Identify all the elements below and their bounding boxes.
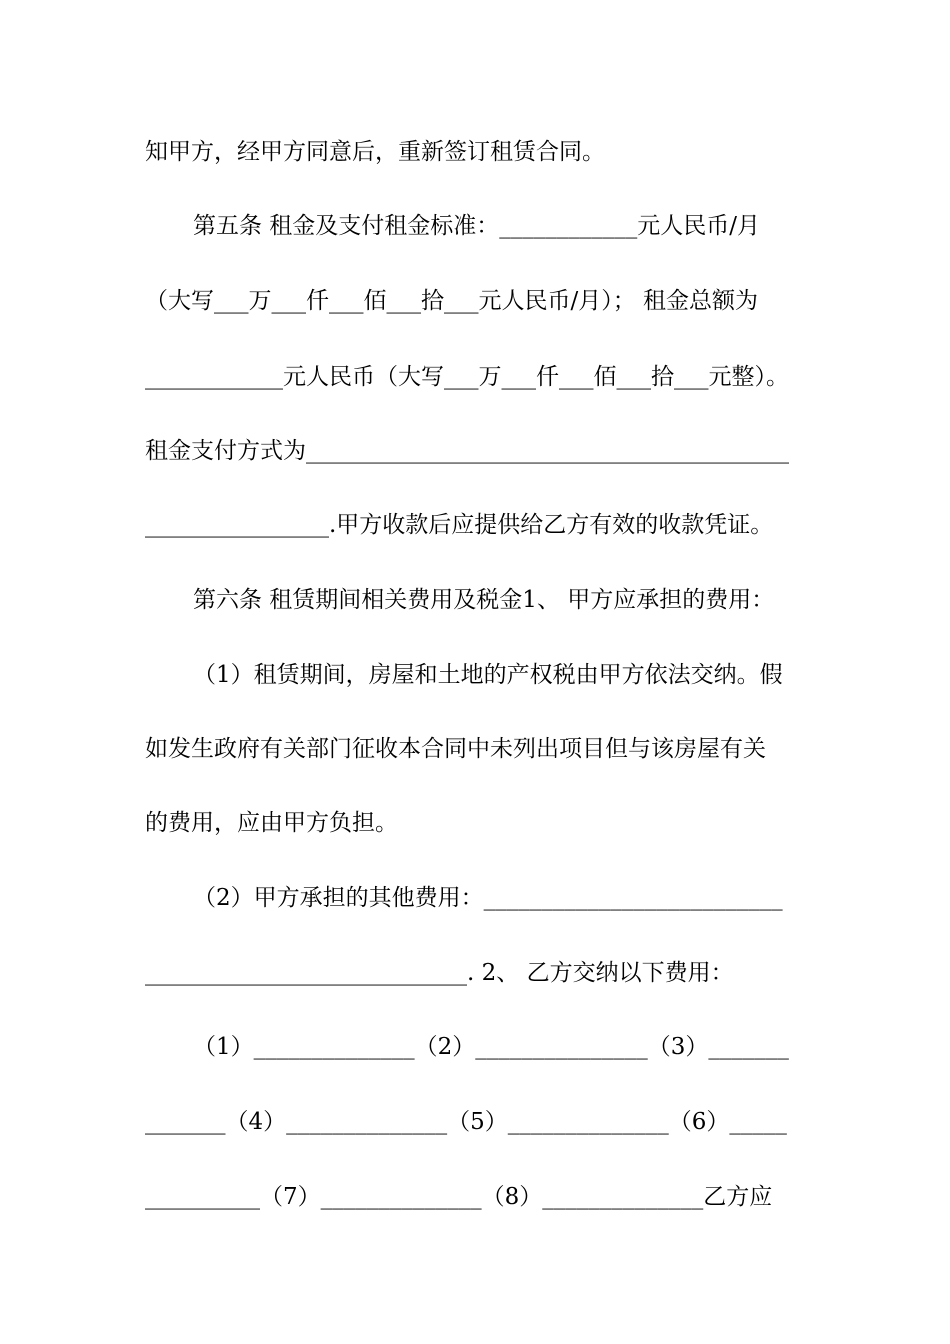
text-line: 的费用，应由甲方负担。 [145,810,398,836]
text-line: __________（7）______________（8）______________乙方应 [145,1184,773,1210]
text-line: （1）______________（2）_______________（3）_______ [193,1034,789,1060]
text-line: 如发生政府有关部门征收本合同中未列出项目但与该房屋有关 [145,736,766,762]
text-line: 知甲方，经甲方同意后，重新签订租赁合同。 [145,139,605,165]
text-line: 租金支付方式为__________________________________________ [145,438,789,464]
text-line: ____________元人民币（大写___万___仟___佰___拾___元整）。 [145,364,789,390]
text-line: ____________________________. 2、 乙方交纳以下费用： [145,960,734,986]
text-line: （2）甲方承担的其他费用：__________________________ [193,885,783,911]
text-line: _______（4）______________（5）______________（6）_____ [145,1109,787,1135]
text-line: ________________.甲方收款后应提供给乙方有效的收款凭证。 [145,512,774,538]
text-line: （大写___万___仟___佰___拾___元人民币/月）； 租金总额为 [145,288,759,314]
text-line: （1）租赁期间，房屋和土地的产权税由甲方依法交纳。假 [193,662,783,688]
text-line: 第六条 租赁期间相关费用及税金1、 甲方应承担的费用： [193,587,775,613]
text-line: 第五条 租金及支付租金标准：____________元人民币/月 [193,213,761,239]
